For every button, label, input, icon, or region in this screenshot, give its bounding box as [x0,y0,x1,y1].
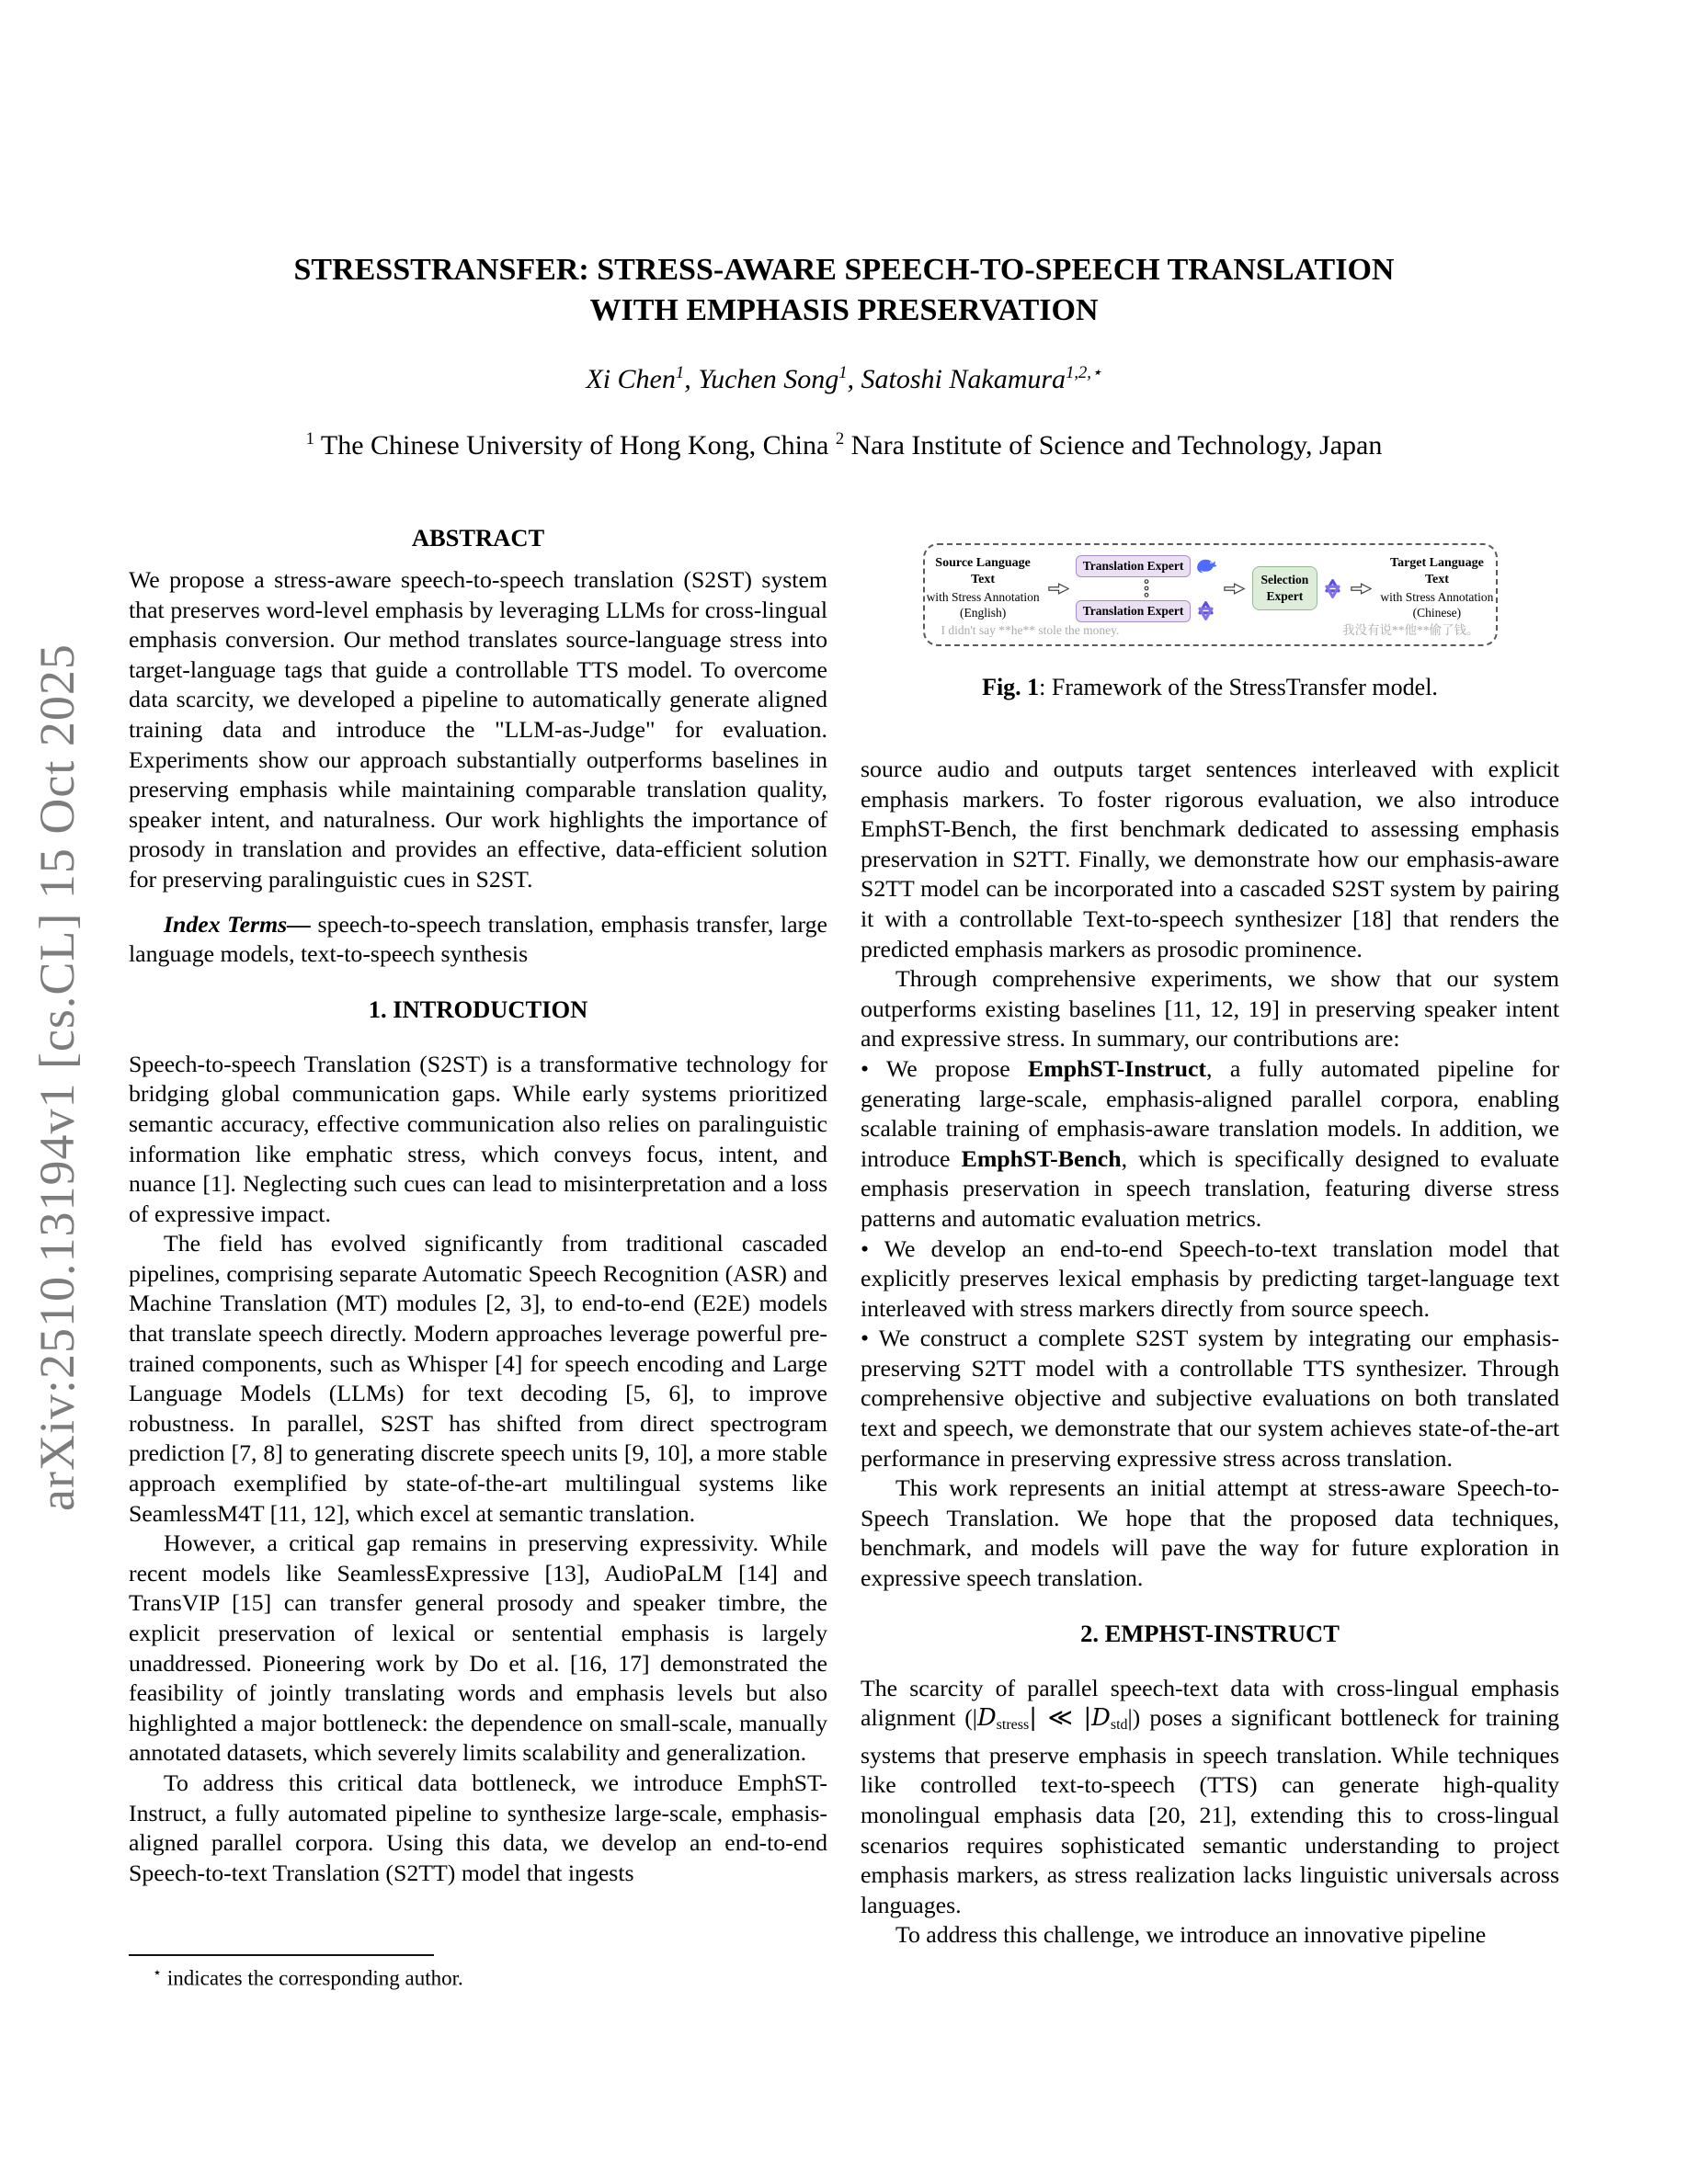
author-1-affmark: 1 [675,363,685,382]
closing-paragraph: This work represents an initial attempt at stress-aware Speech-to-Speech Translation. We hope that the proposed data techniques, benchmark, and models will pave the way for future exploration in expressive speech translation. [861,1474,1559,1592]
emphst-instruct-bold: EmphST-Instruct [1028,1054,1207,1082]
source-text-block [925,555,1042,620]
source-sub2: (English) [959,606,1007,620]
intro-paragraph-2: The field has evolved significantly from traditional cascaded pipelines, comprising separate Automatic Speech Recognition (ASR) and Machine Translation (MT) modules [2, 3], to end-to-end (E2E) models that translate speech directly. Modern approaches leverage powerful pre-trained components, such as Whisper [4] for speech encoding and Large Language Models (LLMs) for text decoding [5, 6], to improve robustness. In parallel, S2ST has shifted from direct spectrogram prediction [7, 8] to generating discrete speech units [9, 10], a more stable approach exemplified by state-of-the-art multilingual systems like SeamlessM4T [11, 12], which excel at semantic translation. [129,1230,827,1527]
arxiv-sidebar-label: arXiv:2510.13194v1 [cs.CL] 15 Oct 2025 [29,643,85,1512]
qwen-logo-icon [1194,599,1217,622]
hollow-arrow-icon [1224,582,1245,596]
index-terms [129,910,827,970]
paper-title-line2: WITH EMPHASIS PRESERVATION [589,293,1099,327]
target-sub1: with Stress Annotation [1380,589,1494,604]
footnote [129,1954,827,1991]
intro-paragraph-3: However, a critical gap remains in preserving expressivity. While recent models like SeamlessExpressive [13], AudioPaLM [14] and TransVIP [15] can transfer general prosody and speaker timbre, the explicit preservation of lexical or sentential emphasis is largely unaddressed. Pioneering work by Do et al. [16, 17] demonstrated the feasibility of jointly translating words and emphasis levels but also highlighted a major bottleneck: the dependence on small-scale, manually annotated datasets, which severely limits scalability and generalization. [129,1530,827,1767]
author-2: Yuchen Song [698,364,839,394]
figure-1-caption-label: Fig. 1 [982,674,1040,700]
index-terms-body: speech-to-speech translation, emphasis transfer, large language models, text-to-speech synthesis [129,910,827,968]
intro-paragraph-1: Speech-to-speech Translation (S2ST) is a transformative technology for bridging global communication gaps. While early systems prioritized semantic accuracy, effective communication also relies on paralinguistic information like emphatic stress, which conveys focus, intent, and nuance [1]. Neglecting such cues can lead to misinterpretation and a loss of expressive impact. [129,1050,827,1227]
figure-1-pipeline [925,545,1496,622]
figure-1-caption [923,674,1498,701]
affil-1-mark: 1 [305,429,314,449]
footnote-star-marker: ⋆ [153,1963,163,1981]
section-2-heading: 2. EMPHST-INSTRUCT [1080,1619,1340,1647]
intro-paragraph-4: To address this critical data bottleneck, we introduce EmphST-Instruct, a fully automated pipeline to synthesize large-scale, emphasis-aligned parallel corpora. Using this data, we develop an end-to-end Speech-to-text Translation (S2TT) model that ingests [129,1769,827,1886]
figure-1 [923,543,1498,701]
hollow-arrow-icon [1048,582,1069,596]
abstract-text: We propose a stress-aware speech-to-speech translation (S2ST) system that preserves word-level emphasis by leveraging LLMs for cross-lingual emphasis conversion. Our method translates source-language stress into target-language tags that guide a controllable TTS model. To overcome data scarcity, we developed a pipeline to automatically generate aligned training data and introduce the "LLM-as-Judge" for evaluation. Experiments show our approach substantially outperforms baselines in preserving emphasis while maintaining comparable translation quality, speaker intent, and naturalness. Our work highlights the importance of prosody in translation and provides an effective, data-efficient solution for preserving paralinguistic cues in S2ST. [129,566,827,893]
index-terms-label: Index Terms— [164,910,311,938]
affil-1: The Chinese University of Hong Kong, China [314,430,836,461]
deepseek-whale-icon [1194,554,1217,577]
contribution-bullet-2: • We develop an end-to-end Speech-to-text translation model that explicitly preserves lexical emphasis by predicting target-language text interleaved with stress markers directly from source speech. [861,1234,1559,1322]
ellipsis-icon [1143,578,1150,598]
source-title: Source Language Text [935,556,1031,587]
author-1: Xi Chen [586,364,676,394]
qwen-logo-icon [1321,577,1344,600]
section-1-heading: 1. INTRODUCTION [368,995,588,1023]
footnote-text: ⋆ indicates the corresponding author. [153,1963,463,1990]
selection-expert-box [1252,566,1318,609]
affil-2: Nara Institute of Science and Technology, Japan [844,430,1383,461]
math-dataset-symbol: D [976,1704,997,1733]
contribution-bullet-3: • We construct a complete S2ST system by integrating our emphasis-preserving S2TT model with a controllable TTS synthesizer. Through comprehensive objective and subjective evaluations on both translated text and speech, we demonstrate that our system achieves state-of-the-art performance in preserving expressive stress across translation. [861,1325,1559,1472]
abstract-heading: ABSTRACT [411,524,545,552]
math-dataset-symbol: D [1091,1704,1111,1733]
contribution-bullet-1: • We propose EmphST-Instruct, a fully automated pipeline for generating large-scale, emphasis-aligned parallel corpora, enabling scalable training of emphasis-aware translation models. In addition, we introduce EmphST-Bench, which is specifically designed to evaluate emphasis preservation in speech translation, featuring diverse stress patterns and automatic evaluation metrics. [861,1054,1559,1232]
source-sub1: with Stress Annotation [926,589,1040,604]
affil-2-mark: 2 [835,429,845,449]
emphst-bench-bold: EmphST-Bench [961,1144,1122,1172]
selection-expert-group [1252,566,1345,609]
figure-1-frame [923,543,1498,646]
paper-title-line1: STRESSTRANSFER: STRESS-AWARE SPEECH-TO-SPEECH TRANSLATION [293,253,1395,287]
selection-expert-line2: Expert [1266,589,1304,603]
paper-title [0,250,1688,331]
authors-line: Xi Chen$^1$, Yuchen Song$^1$, Satoshi Nakamura$^{1,2,⋆}$ [586,363,1102,394]
right-column [861,524,1559,1951]
continuation-paragraph-2: Through comprehensive experiments, we show that our system outperforms existing baselines [11, 12, 19] in preserving speaker intent and expressive stress. In summary, our contributions are: [861,965,1559,1052]
affiliations-line [0,430,1688,461]
selection-expert-line1: Selection [1260,573,1309,587]
source-example-text: I didn't say **he** stole the money. [941,623,1120,637]
figure-1-caption-text: : Framework of the StressTransfer model. [1039,674,1438,700]
target-example-text: 我没有说**他**偷了钱。 [1342,623,1479,637]
author-2-affmark: 1 [838,363,848,382]
section-2-paragraph-2: To address this challenge, we introduce an innovative pipeline [895,1921,1487,1949]
target-sub2: (Chinese) [1412,606,1462,620]
translation-experts-stack [1076,554,1218,622]
translation-expert-1-box: Translation Expert [1076,555,1192,577]
author-3: Satoshi Nakamura [861,364,1066,394]
translation-expert-1 [1076,554,1218,577]
left-column [129,524,827,1888]
hollow-arrow-icon [1351,582,1372,596]
continuation-paragraph-1: source audio and outputs target sentences interleaved with explicit emphasis markers. To foster rigorous evaluation, we also introduce EmphST-Bench, the first benchmark dedicated to assessing emphasis preservation in S2TT. Finally, we demonstrate how our emphasis-aware S2TT model can be incorporated into a cascaded S2ST system by pairing it with a controllable Text-to-speech synthesizer [18] that renders the predicted emphasis markers as prosodic prominence. [861,756,1559,962]
translation-expert-2-box: Translation Expert [1076,600,1192,622]
footnote-rule [129,1954,434,1956]
target-text-block [1378,555,1495,620]
author-3-affmark: 1,2,⋆ [1066,363,1102,382]
target-title: Target Language Text [1390,556,1484,587]
translation-expert-2 [1076,599,1218,622]
section-2-paragraph-1: The scarcity of parallel speech-text data with cross-lingual emphasis alignment (|Dstress| ≪ |Dstd|) poses a significant bottleneck for training systems that preserve emphasis in speech translation. While techniques like controlled text-to-speech (TTS) can generate high-quality monolingual emphasis data [20, 21], extending this to cross-lingual scenarios requires sophisticated semantic understanding to project emphasis markers, as stress realization lacks linguistic universals across languages. [861,1674,1559,1918]
